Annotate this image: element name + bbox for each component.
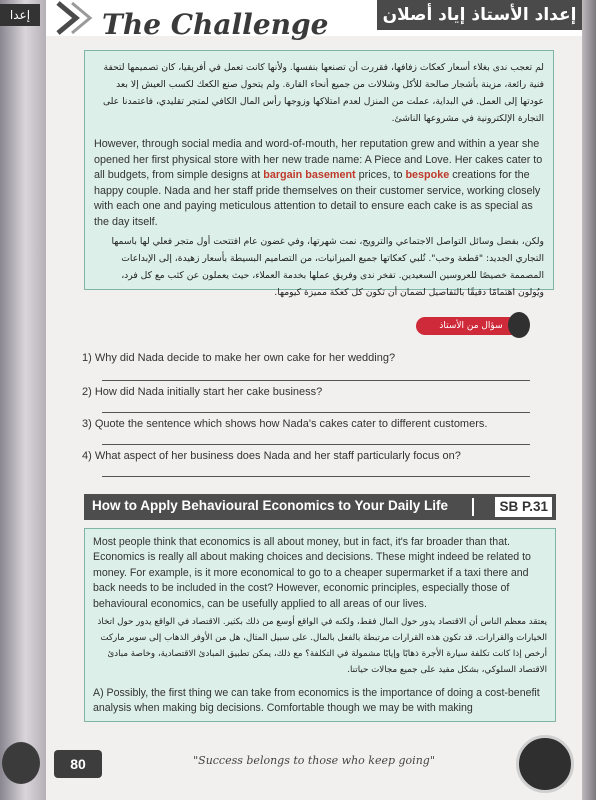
page: [46, 0, 582, 800]
passage2-arabic-1: يعتقد معظم الناس أن الاقتصاد يدور حول المال فقط، ولكنه في الواقع أوسع من ذلك بكثير. الاقتصاد في الواقع يدور حول اتخاذ الخيارات والقرارات. قد تكون هذه القرارات مرتبطة بالفعل بالمال. على سبيل المثال، هل من الأوفر الذهاب إلى سوبر ماركت أرخص إذا كانت تكلفة سيارة الأجرة ذهابًا وإيابًا مشمولة في التكلفة؟ مع ذلك، يمكن تطبيق المبادئ الاقتصادية، وخاصة مبادئ الاقتصاد السلوكي، بشكل مفيد على جميع مجالات حياتنا.: [97, 617, 547, 676]
question-3: 3) Quote the sentence which shows how Nada's cakes cater to different customers.: [82, 418, 488, 430]
section-header: [84, 494, 556, 520]
passage-arabic-2: ولكن، بفضل وسائل التواصل الاجتماعي والترويج، نمت شهرتها، وفي غضون عام افتتحت أول متجر فعلي لها باسمها التجاري الجديد: "قطعة وحب". تُلبي كعكاتها جميع الميزانيات، من التصاميم البسيطة بأسعار زهيدة، إلى الإبداعات المصممة خصيصًا للعروسين السعيدين. تفخر ندى وفريق عملها بخدمة العملاء، حيث يعملون عن كثب مع كل فرد، ويُولون اهتمامًا دقيقًا بالتفاصيل لضمان أن تكون كل كعكة مميزة كيومها.: [111, 236, 544, 298]
chevron-decoration-icon: [52, 0, 100, 36]
passage2-english-1: Most people think that economics is all about money, but in fact, it's far broader than that. Economics is really all about making choices and decisions. These might indeed be related to money. For example, is it more economical to go to a cheaper supermarket if a taxi there and back needs to be included in the cost? However, economic principles, especially those of behavioural economics, can be usefully applied to all areas of our lives.: [93, 536, 531, 610]
question-1: 1) Why did Nada decide to make her own cake for her wedding?: [82, 352, 396, 364]
highlight-bargain-basement: bargain basement: [263, 169, 356, 181]
teacher-question-badge: سؤال من الأستاذ: [416, 317, 526, 335]
book-spine-edge: [582, 0, 596, 800]
question-2: 2) How did Nada initially start her cake business?: [82, 386, 323, 398]
passage-arabic-1: لم تعجب ندى بغلاء أسعار كعكات زفافها، فقررت أن تصنعها بنفسها. ولأنها كانت تعمل في أفريقيا، كان تصميمها لتحفة فنية رائعة، مزينة بأشجار صالحة للأكل وشلالات من جميع أنحاء القارة. ولم يتحول صنع الكعك لكسب العيش إلا بعد عودتها إلى العمل. في البداية، عملت من المنزل لعدم امتلاكها وزوجها رأس المال الكافي لمتجر تقليدي، فاعتمدنا على التجارة الإلكترونية في مشروعها الناشئ.: [102, 62, 544, 124]
teacher-avatar: [508, 312, 530, 338]
previous-page-edge: [0, 0, 46, 800]
previous-page-avatar: [2, 742, 40, 784]
reading-passage-2: [84, 528, 556, 722]
answer-line-2: [102, 412, 530, 413]
highlight-bespoke: bespoke: [405, 169, 450, 181]
header: [46, 0, 582, 41]
previous-page-tab: إعدا: [0, 4, 40, 26]
page-title: The Challenge: [102, 8, 329, 41]
question-4: 4) What aspect of her business does Nada and her staff particularly focus on?: [82, 450, 461, 462]
footer-quote: "Success belongs to those who keep going": [193, 754, 435, 767]
page-number: 80: [54, 750, 102, 778]
section-divider: [472, 498, 474, 516]
author-banner: إعداد الأستاذ إياد أصلان: [377, 0, 582, 30]
passage2-english-2: A) Possibly, the first thing we can take from economics is the importance of doing a cost-benefit analysis when making big decisions. Comfortable though we may be with making: [93, 687, 540, 715]
student-book-reference: SB P.31: [495, 497, 552, 517]
footer-avatar: [516, 735, 574, 793]
passage-english: However, through social media and word-of-mouth, her reputation grew and within a year she opened her first physical store with her new trade name: A Piece and Love. Her cakes cater to all budgets, from simple designs at bargain basement prices, to bespoke creations for the happy couple. Nada and her staff pride themselves on their customer service, working closely with each one and paying meticulous attention to detail to ensure each cake is as special as the day itself.: [94, 138, 543, 228]
answer-line-4: [102, 476, 530, 477]
answer-line-1: [102, 380, 530, 381]
reading-passage: [84, 50, 554, 298]
section-title: How to Apply Behavioural Economics to Your Daily Life: [92, 498, 449, 513]
answer-line-3: [102, 444, 530, 445]
